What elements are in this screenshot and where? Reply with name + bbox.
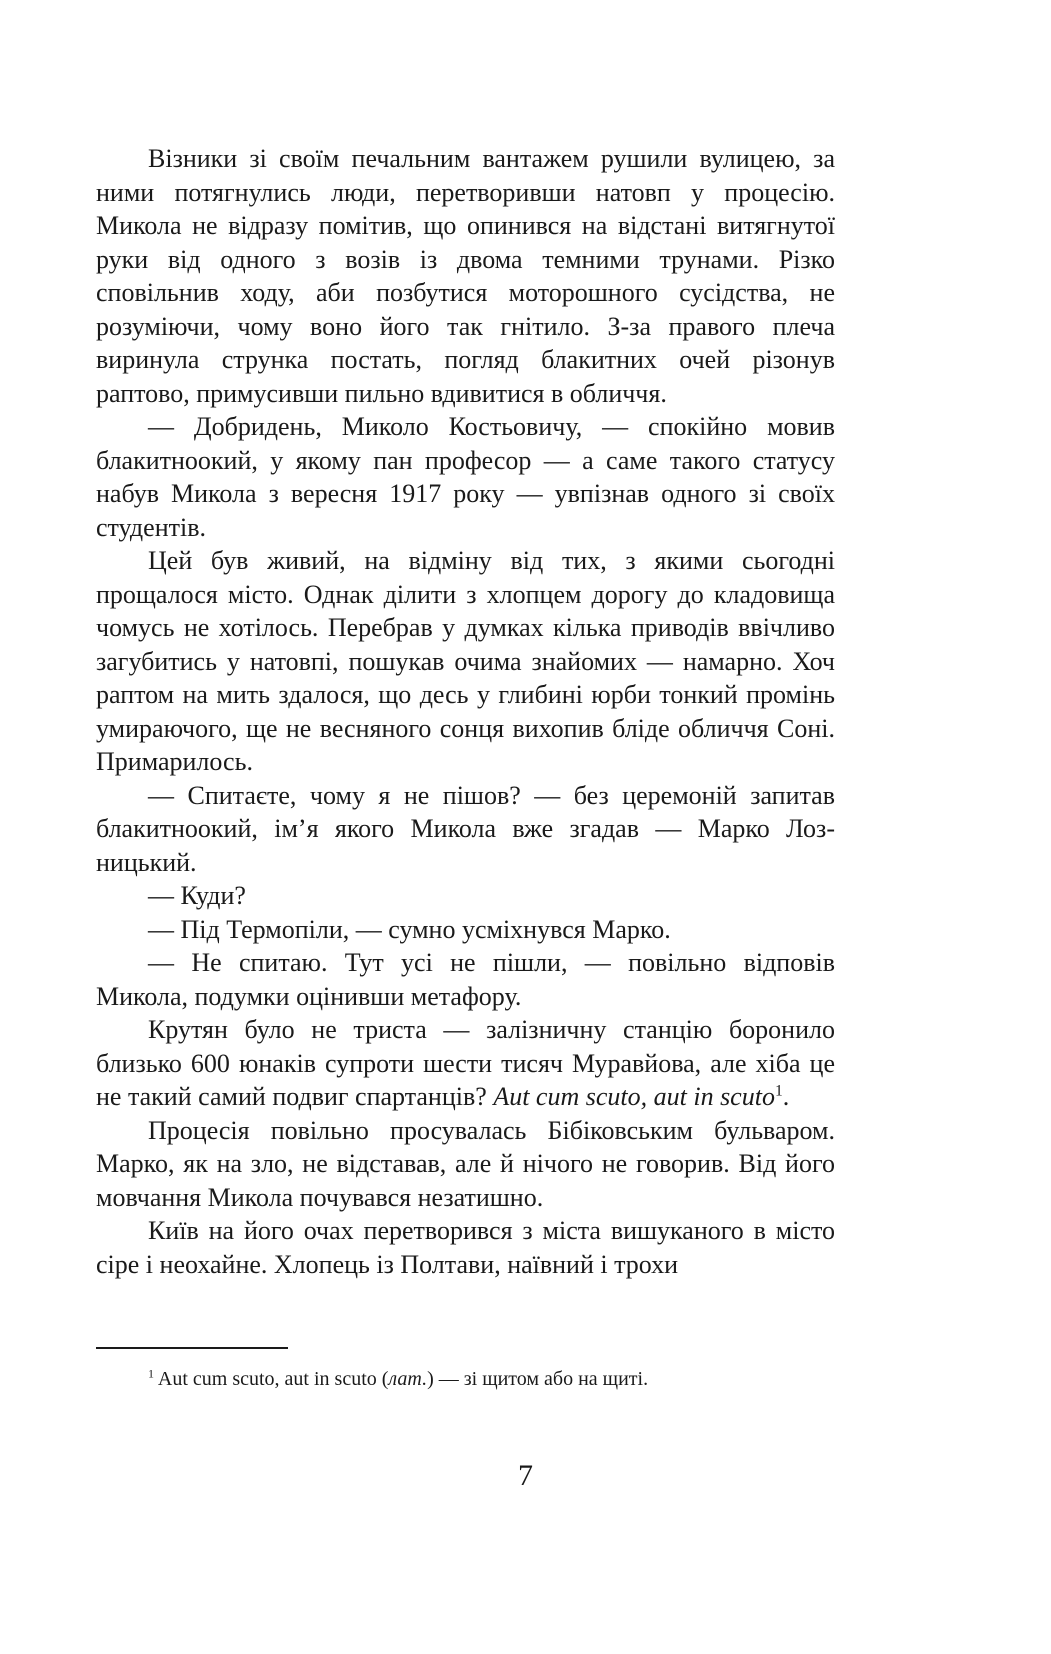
paragraph: — Куди? bbox=[148, 881, 246, 910]
paragraph-with-footnote-ref bbox=[96, 1013, 835, 1114]
footnote bbox=[96, 1366, 835, 1392]
paragraph: Візники зі своїм печальним вантажем рушили вулицею, за ними потягнулись люди, перетворивши натовп у процесію. Микола не відразу помітив, що опинився на відстані витягнутої руки від одного з возів із двома темними трунами. Різко сповільнив ходу, аби позбутися моторошного сусідства, не розуміючи, чому воно його так гнітило. З-за правого плеча виринула струнка постать, погляд блакитних очей різонув раптово, примусивши пильно вдивитися в обличчя. bbox=[96, 144, 835, 408]
paragraph: Київ на його очах перетворився з міста вишуканого в місто сіре і неохайне. Хлопець із Полтави, наївний і трохи bbox=[96, 1216, 835, 1279]
paragraph-text: Крутян було не триста — залізничну станцію боронило близько 600 юнаків супроти шести тисяч Муравйова, але хіба це не такий самий подвиг спартанців? bbox=[96, 1015, 835, 1111]
footnote-translation: ) — зі щитом або на щиті. bbox=[427, 1368, 649, 1390]
footnote-latin: Aut cum scuto, aut in scuto ( bbox=[154, 1368, 389, 1390]
paragraph: Цей був живий, на відміну від тих, з якими сьогодні прощалося місто. Однак ділити з хлопцем дорогу до кладовища чомусь не хотілось. Перебрав у думках кілька приводів ввічливо загубитись у натовпі, пошукав очима знайомих — намарно. Хоч раптом на мить здалося, що десь у глибині юрби тонкий промінь умираючого, ще не весняного сонця вихопив бліде обличчя Соні. Примарилось. bbox=[96, 546, 835, 776]
latin-phrase: Aut cum scuto, aut in scuto bbox=[493, 1082, 775, 1111]
footnote-reference: 1 bbox=[774, 1082, 783, 1100]
paragraph: — Добридень, Миколо Костьовичу, — спокійно мовив блакитноокий, у якому пан професор — а саме такого статусу набув Микола з вересня 1917 року — увпізнав одного зі своїх студентів. bbox=[96, 412, 835, 542]
paragraph-text-end: . bbox=[782, 1082, 790, 1111]
paragraph: — Спитаєте, чому я не пішов? — без церемоній запитав блакитноокий, ім’я якого Микола вже згадав — Марко Лозницький. bbox=[96, 780, 835, 877]
page-number: 7 bbox=[518, 1459, 533, 1492]
footnote-marker: 1 bbox=[148, 1366, 154, 1381]
page-body bbox=[96, 142, 835, 1281]
paragraph: — Не спитаю. Тут усі не пішли, — повільно відповів Микола, подумки оцінивши метафору. bbox=[96, 948, 835, 1011]
paragraph: Процесія повільно просувалась Бібіковським бульваром. Марко, як на зло, не відставав, але й нічого не говорив. Від його мовчання Микола почувався незатишно. bbox=[96, 1115, 835, 1212]
footnote-divider bbox=[96, 1347, 288, 1349]
paragraph: — Під Термопіли, — сумно усміхнувся Марко. bbox=[148, 914, 671, 944]
footnote-language: лат. bbox=[388, 1368, 428, 1390]
